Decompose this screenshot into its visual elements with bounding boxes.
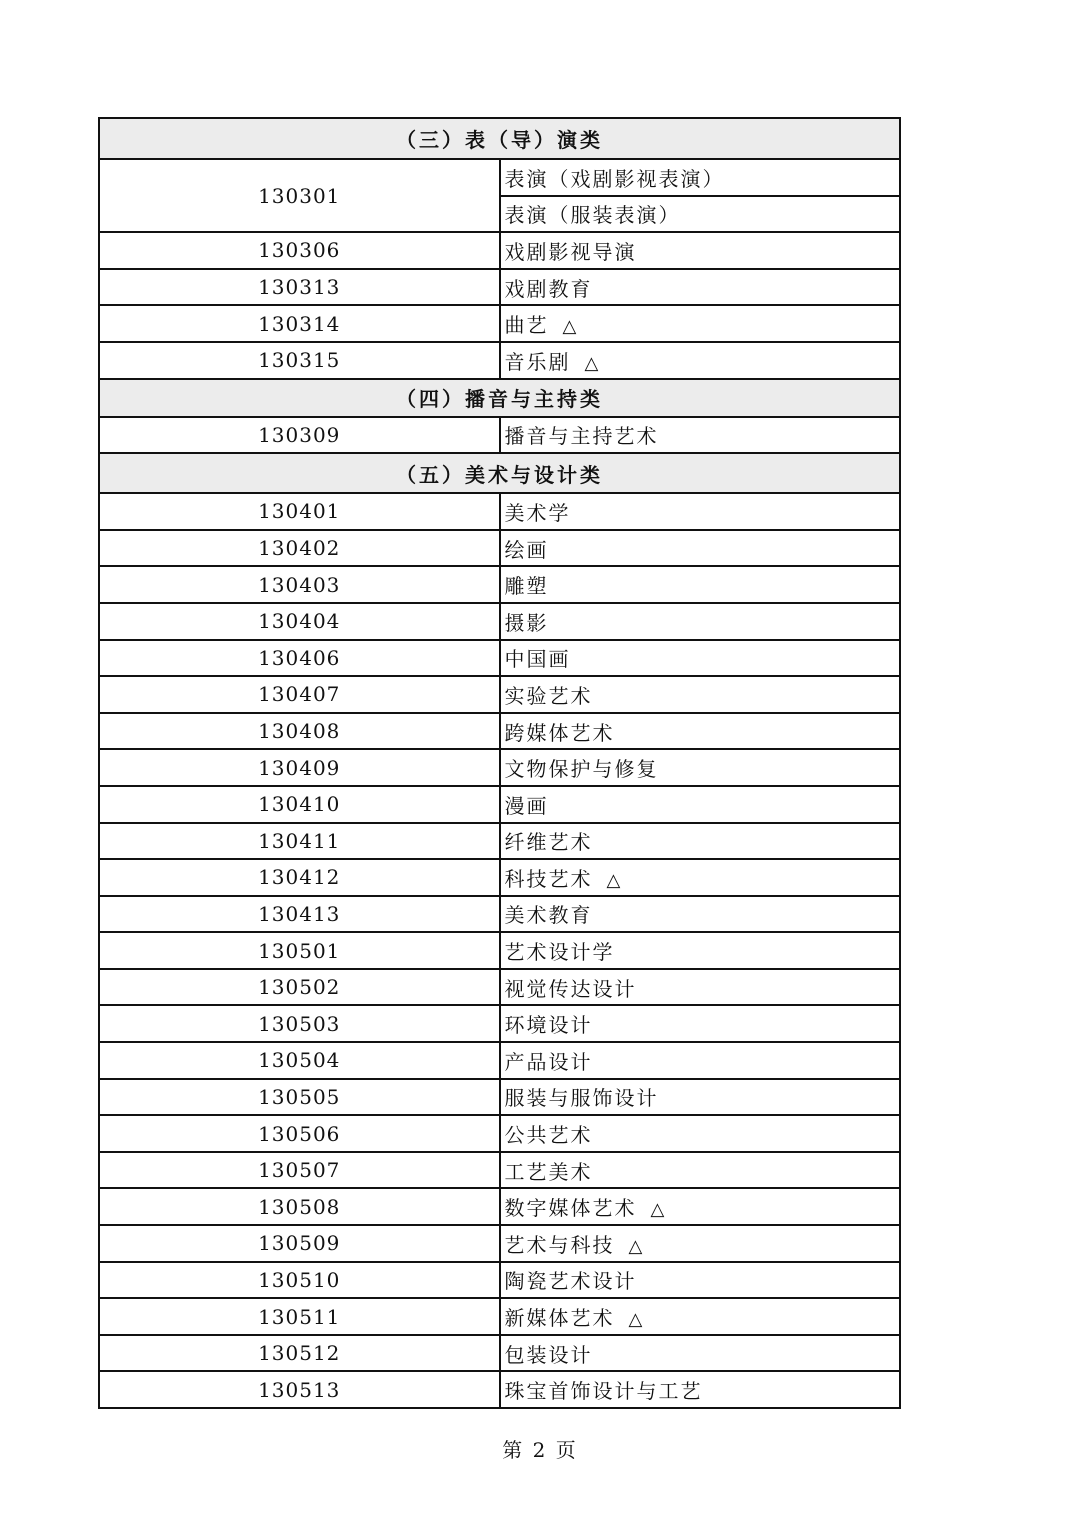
major-name-cell (500, 713, 901, 750)
major-name-cell (500, 1262, 901, 1299)
major-name: 陶瓷艺术设计 (504, 1269, 637, 1294)
major-name-cell (500, 566, 901, 603)
major-name: 数字媒体艺术 (504, 1196, 637, 1221)
major-name-cell (500, 932, 901, 969)
major-name-cell (500, 823, 901, 860)
major-code: 130306 (99, 232, 500, 269)
major-code: 130501 (99, 932, 500, 969)
major-name: 播音与主持艺术 (504, 424, 659, 449)
major-name-cell (500, 749, 901, 786)
major-name-cell (500, 1335, 901, 1372)
major-code: 130403 (99, 566, 500, 603)
major-name: 艺术设计学 (504, 940, 615, 965)
major-code: 130315 (99, 342, 500, 379)
major-name: 工艺美术 (504, 1159, 593, 1184)
major-code: 130408 (99, 713, 500, 750)
special-major-triangle-icon: △ (650, 1199, 665, 1221)
major-name-cell (500, 1005, 901, 1042)
major-name-cell (500, 305, 901, 342)
special-major-triangle-icon: △ (584, 352, 599, 374)
major-name-cell (500, 1115, 901, 1152)
major-code: 130410 (99, 786, 500, 823)
major-name-cell (500, 269, 901, 306)
table-row (99, 493, 900, 530)
major-code: 130313 (99, 269, 500, 306)
major-code: 130406 (99, 640, 500, 677)
major-code: 130510 (99, 1262, 500, 1299)
major-catalog-table (98, 117, 901, 1409)
major-name: 实验艺术 (504, 683, 593, 708)
major-name-cell (500, 1298, 901, 1335)
major-name: 新媒体艺术 (504, 1306, 615, 1331)
major-name: 音乐剧 (504, 349, 571, 374)
table-row (99, 530, 900, 567)
table-row (99, 823, 900, 860)
table-row (99, 1005, 900, 1042)
major-name-cell (500, 493, 901, 530)
table-row (99, 232, 900, 269)
major-code: 130412 (99, 859, 500, 896)
category-row (99, 453, 900, 493)
major-name: 表演（服装表演） (504, 203, 681, 228)
table-row (99, 269, 900, 306)
category-row (99, 118, 900, 159)
major-name: 科技艺术 (504, 866, 593, 891)
major-name: 表演（戏剧影视表演） (504, 166, 725, 191)
special-major-triangle-icon: △ (628, 1235, 643, 1257)
table-row (99, 1262, 900, 1299)
major-name: 纤维艺术 (504, 830, 593, 855)
table-row (99, 566, 900, 603)
major-name-cell (500, 232, 901, 269)
table-row (99, 1079, 900, 1116)
table-row (99, 749, 900, 786)
major-code: 130301 (99, 159, 500, 232)
major-name: 产品设计 (504, 1049, 593, 1074)
major-name-cell (500, 530, 901, 567)
table-row (99, 640, 900, 677)
major-name-cell (500, 859, 901, 896)
major-code: 130309 (99, 417, 500, 454)
major-code: 130508 (99, 1188, 500, 1225)
table-row (99, 969, 900, 1006)
major-name-cell (500, 1371, 901, 1408)
major-name: 跨媒体艺术 (504, 720, 615, 745)
major-name: 中国画 (504, 647, 571, 672)
table-row (99, 713, 900, 750)
table-row (99, 786, 900, 823)
major-code: 130404 (99, 603, 500, 640)
major-name: 公共艺术 (504, 1123, 593, 1148)
table-row (99, 159, 900, 196)
major-code: 130506 (99, 1115, 500, 1152)
major-code: 130502 (99, 969, 500, 1006)
table-row (99, 1335, 900, 1372)
major-code: 130511 (99, 1298, 500, 1335)
major-name-cell (500, 969, 901, 1006)
category-row (99, 379, 900, 417)
major-name-cell (500, 1152, 901, 1189)
table-row (99, 676, 900, 713)
table-row (99, 342, 900, 379)
special-major-triangle-icon: △ (562, 316, 577, 338)
category-title: （三）表（导）演类 (99, 118, 900, 159)
major-code: 130314 (99, 305, 500, 342)
major-name: 摄影 (504, 610, 549, 635)
major-name: 漫画 (504, 793, 549, 818)
table-row (99, 1225, 900, 1262)
table-row (99, 932, 900, 969)
major-name: 戏剧教育 (504, 276, 593, 301)
major-name-cell (500, 896, 901, 933)
major-name-cell (500, 196, 901, 233)
major-code: 130505 (99, 1079, 500, 1116)
major-code: 130512 (99, 1335, 500, 1372)
major-name: 美术教育 (504, 903, 593, 928)
major-name-cell (500, 1225, 901, 1262)
major-name-cell (500, 786, 901, 823)
major-name-cell (500, 603, 901, 640)
major-name: 服装与服饰设计 (504, 1086, 659, 1111)
major-name: 曲艺 (504, 313, 549, 338)
major-code: 130413 (99, 896, 500, 933)
major-code: 130411 (99, 823, 500, 860)
major-name: 视觉传达设计 (504, 976, 637, 1001)
major-name: 雕塑 (504, 574, 549, 599)
major-name: 珠宝首饰设计与工艺 (504, 1379, 703, 1404)
table-row (99, 1371, 900, 1408)
major-code: 130513 (99, 1371, 500, 1408)
table-row (99, 603, 900, 640)
table-row (99, 1115, 900, 1152)
major-code: 130503 (99, 1005, 500, 1042)
special-major-triangle-icon: △ (606, 869, 621, 891)
major-name-cell (500, 342, 901, 379)
major-name-cell (500, 159, 901, 196)
major-name: 绘画 (504, 537, 549, 562)
major-name-cell (500, 417, 901, 454)
table-body (99, 118, 900, 1408)
special-major-triangle-icon: △ (628, 1309, 643, 1331)
major-code: 130507 (99, 1152, 500, 1189)
table-row (99, 896, 900, 933)
major-name: 包装设计 (504, 1342, 593, 1367)
major-name: 文物保护与修复 (504, 757, 659, 782)
page-number: 第 2 页 (502, 1438, 578, 1462)
table-row (99, 1042, 900, 1079)
major-code: 130409 (99, 749, 500, 786)
table-row (99, 1188, 900, 1225)
major-name: 美术学 (504, 500, 571, 525)
major-name-cell (500, 1188, 901, 1225)
major-name-cell (500, 1042, 901, 1079)
category-title: （四）播音与主持类 (99, 379, 900, 417)
major-name-cell (500, 640, 901, 677)
category-title: （五）美术与设计类 (99, 453, 900, 493)
major-code: 130402 (99, 530, 500, 567)
major-name: 艺术与科技 (504, 1232, 615, 1257)
table-row (99, 859, 900, 896)
table-row (99, 1152, 900, 1189)
major-name-cell (500, 676, 901, 713)
table-row (99, 1298, 900, 1335)
major-code: 130504 (99, 1042, 500, 1079)
major-name-cell (500, 1079, 901, 1116)
table-row (99, 305, 900, 342)
major-code: 130407 (99, 676, 500, 713)
table-row (99, 417, 900, 454)
major-name: 戏剧影视导演 (504, 239, 637, 264)
major-name: 环境设计 (504, 1013, 593, 1038)
major-code: 130509 (99, 1225, 500, 1262)
major-code: 130401 (99, 493, 500, 530)
